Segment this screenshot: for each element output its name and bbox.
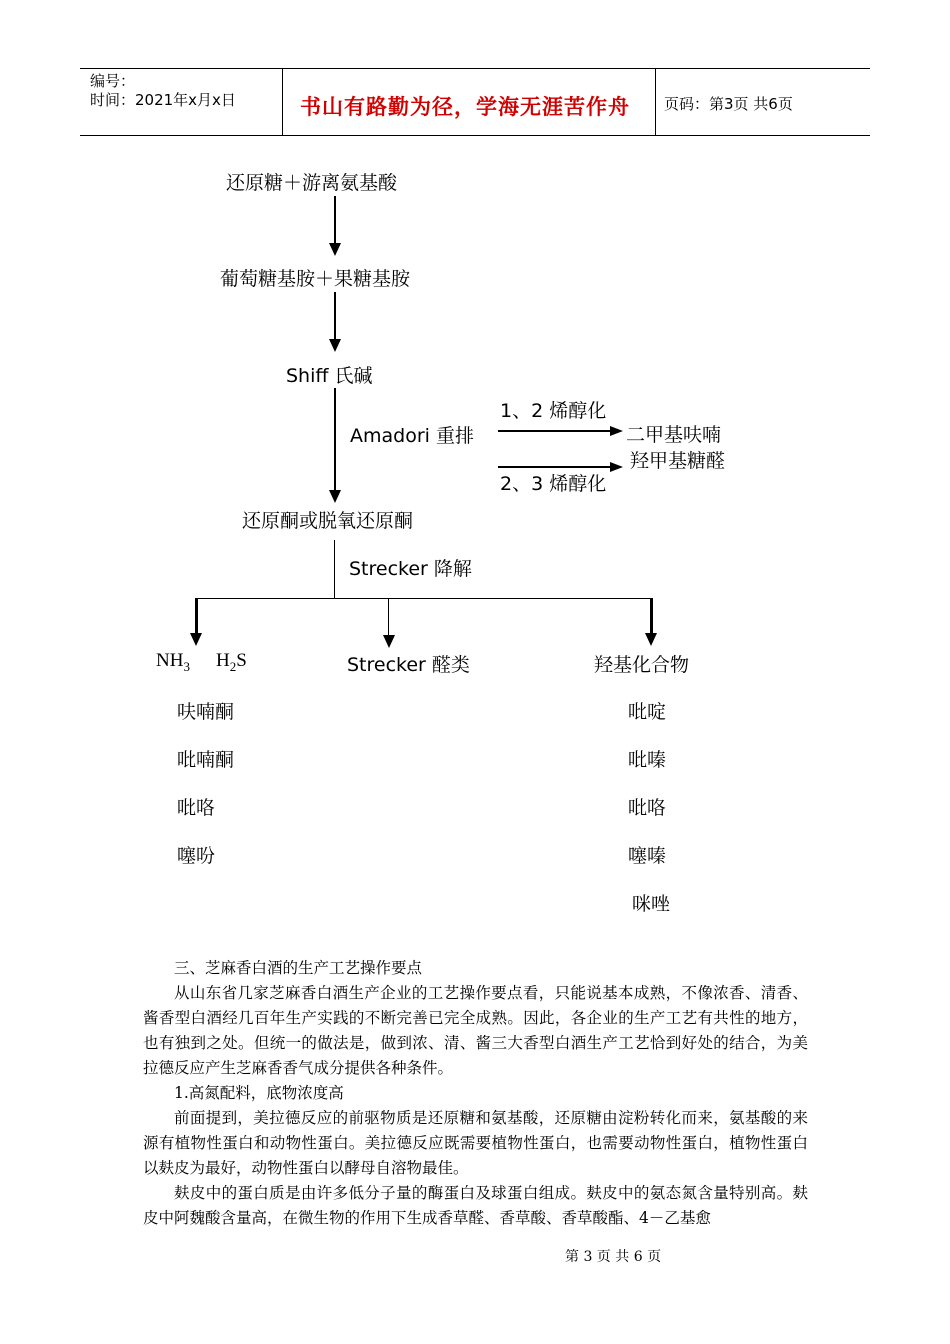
- header-motto: 书山有路勤为径，学海无涯苦作舟: [300, 95, 630, 119]
- product-hydrogen-sulfide: [216, 650, 247, 675]
- product-dimethylfuran: 二甲基呋喃: [626, 424, 722, 446]
- ammonia-symbol: NH: [156, 650, 184, 671]
- node-glycosylamine: 葡萄糖基胺＋果糖基胺: [220, 268, 411, 290]
- label-enolization-1-2: 1、2 烯醇化: [500, 400, 607, 422]
- h2s-s: S: [236, 650, 247, 671]
- product-hydroxymethylfurfural: 羟甲基糖醛: [630, 450, 726, 472]
- arrow-head-2: [329, 339, 341, 352]
- branch-arrow-middle-head: [383, 635, 395, 648]
- product-hydroxy-compounds: 羟基化合物: [594, 654, 690, 676]
- product-strecker-aldehydes: Strecker 醛类: [347, 654, 470, 676]
- arrow-head-3: [329, 490, 341, 503]
- label-enolization-2-3: 2、3 烯醇化: [500, 473, 607, 495]
- h2s-subscript: 2: [229, 658, 237, 674]
- arrow-shaft-1: [334, 196, 336, 244]
- branch-arrow-right-head: [645, 633, 657, 646]
- document-number: 编号：: [90, 72, 136, 90]
- branch-arrow-right-shaft: [650, 598, 653, 634]
- header-bottom-rule: [80, 135, 870, 136]
- node-reductones: 还原酮或脱氧还原酮: [242, 510, 414, 532]
- branch-stem: [334, 540, 335, 598]
- label-amadori-rearrangement: Amadori 重排: [350, 425, 474, 447]
- subsection-title: 1.高氮配料，底物浓度高: [174, 1084, 344, 1102]
- h2s-h: H: [216, 650, 230, 671]
- page-footer: 第 3 页 共 6 页: [565, 1249, 662, 1265]
- left-product-3: 吡咯: [177, 797, 216, 819]
- branch-arrow-middle-shaft: [388, 598, 389, 636]
- branch-arrow-left-head: [190, 633, 202, 646]
- document-date: 时间：2021年x月x日: [90, 91, 236, 109]
- arrow-head-enol-1-2: [610, 426, 623, 436]
- product-ammonia: [156, 650, 190, 675]
- paragraph-2: 前面提到，美拉德反应的前驱物质是还原糖和氨基酸，还原糖由淀粉转化而来，氨基酸的来源有植物性蛋白和动物性蛋白。美拉德反应既需要植物性蛋白，也需要动物性蛋白，植物性蛋白以麸皮为最好，动物性蛋白以酵母自溶物最佳。: [143, 1109, 808, 1177]
- left-product-2: 吡喃酮: [177, 749, 235, 771]
- node-schiff-base: Shiff 氏碱: [286, 365, 373, 387]
- branch-bar: [196, 598, 653, 599]
- paragraph-3: 麸皮中的蛋白质是由许多低分子量的酶蛋白及球蛋白组成。麸皮中的氨态氮含量特别高。麸皮中阿魏酸含量高，在微生物的作用下生成香草醛、香草酸、香草酸酯、4－乙基愈: [143, 1184, 808, 1227]
- paragraph-1: 从山东省几家芝麻香白酒生产企业的工艺操作要点看，只能说基本成熟，不像浓香、清香、酱香型白酒经几百年生产实践的不断完善已完全成熟。因此，各企业的生产工艺有共性的地方，也有独到之处。但统一的做法是，做到浓、清、酱三大香型白酒生产工艺恰到好处的结合，为美拉德反应产生芝麻香香气成分提供各种条件。: [143, 984, 808, 1077]
- ammonia-subscript: 3: [183, 658, 190, 674]
- arrow-head-1: [329, 243, 341, 256]
- right-product-2: 吡嗪: [628, 749, 667, 771]
- node-reactants: 还原糖＋游离氨基酸: [226, 172, 398, 194]
- right-product-1: 吡啶: [628, 701, 667, 723]
- header-divider-left: [282, 68, 283, 136]
- arrow-shaft-2: [334, 292, 336, 340]
- header-page-indicator: 页码：第3页 共6页: [664, 95, 793, 113]
- section-title: 三、芝麻香白酒的生产工艺操作要点: [174, 959, 423, 977]
- right-product-3: 吡咯: [628, 797, 667, 819]
- left-product-4: 噻吩: [177, 845, 216, 867]
- right-product-5: 咪唑: [632, 893, 671, 915]
- left-product-1: 呋喃酮: [177, 701, 235, 723]
- arrow-head-enol-2-3: [610, 462, 623, 472]
- arrow-shaft-3: [334, 388, 336, 490]
- header-divider-right: [655, 68, 656, 136]
- right-product-4: 噻嗪: [628, 845, 667, 867]
- arrow-shaft-enol-2-3: [498, 466, 611, 468]
- header-top-rule: [80, 68, 870, 69]
- arrow-shaft-enol-1-2: [498, 430, 611, 432]
- branch-arrow-left-shaft: [195, 598, 198, 634]
- label-strecker-degradation: Strecker 降解: [349, 558, 472, 580]
